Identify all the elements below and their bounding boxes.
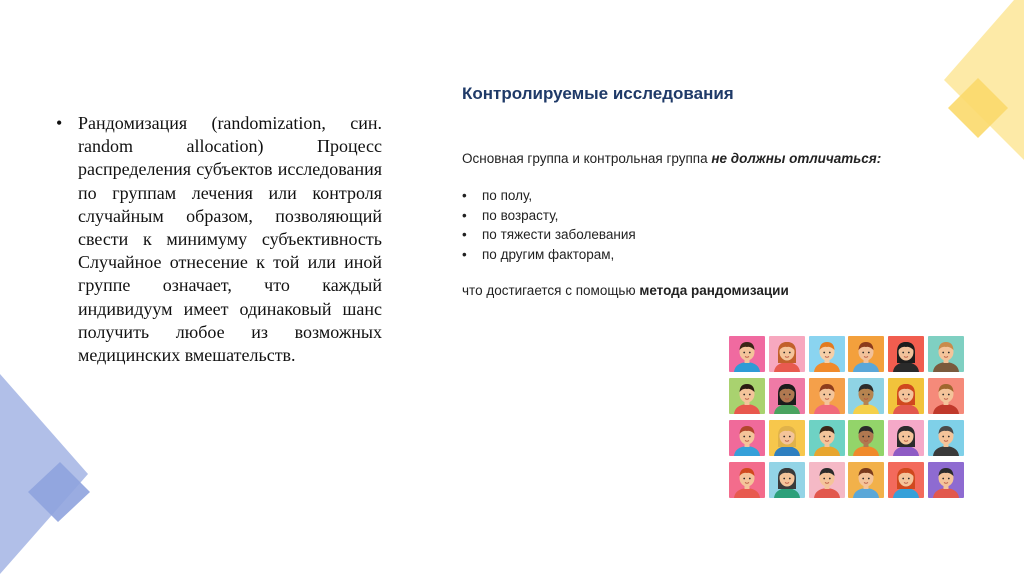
avatar-tile [729, 462, 765, 498]
avatar-tile [809, 420, 845, 456]
avatar-icon [769, 462, 805, 498]
avatar-tile [888, 420, 924, 456]
section-title: Контролируемые исследования [462, 84, 734, 103]
avatar-tile [769, 378, 805, 414]
avatar-icon [729, 420, 765, 456]
avatar-tile [769, 420, 805, 456]
avatar-tile [729, 420, 765, 456]
avatar-icon [809, 336, 845, 372]
avatar-tile [928, 420, 964, 456]
intro-prefix: Основная группа и контрольная группа [462, 151, 712, 166]
avatar-icon [809, 420, 845, 456]
avatar-tile [729, 336, 765, 372]
avatar-icon [888, 378, 924, 414]
avatar-tile [888, 336, 924, 372]
avatar-icon [888, 462, 924, 498]
avatar-tile [809, 336, 845, 372]
avatar-tile [848, 336, 884, 372]
avatar-tile [888, 462, 924, 498]
conclusion-prefix: что достигается с помощью [462, 283, 640, 298]
avatar-tile [809, 378, 845, 414]
avatar-tile [848, 378, 884, 414]
avatar-icon [848, 378, 884, 414]
avatar-tile [928, 378, 964, 414]
avatar-icon [848, 462, 884, 498]
avatar-tile [769, 336, 805, 372]
avatar-icon [809, 378, 845, 414]
criteria-list [462, 186, 636, 264]
avatar-icon [729, 336, 765, 372]
avatar-icon [769, 378, 805, 414]
list-item: • по возрасту, [462, 206, 636, 226]
avatar-icon [928, 462, 964, 498]
decor-right-diamond [934, 0, 1024, 170]
avatar-icon [729, 462, 765, 498]
avatar-tile [809, 462, 845, 498]
bullet-dot: • [462, 188, 467, 203]
avatar-tile [888, 378, 924, 414]
bullet-dot: • [462, 227, 467, 242]
avatar-icon [928, 420, 964, 456]
conclusion-sentence [462, 283, 789, 298]
avatar-tile [769, 462, 805, 498]
avatar-tile [928, 462, 964, 498]
avatar-icon [769, 336, 805, 372]
avatar-icon [809, 462, 845, 498]
avatar-icon [729, 378, 765, 414]
bullet-dot: • [462, 207, 467, 223]
intro-sentence [462, 151, 881, 166]
avatar-tile [848, 462, 884, 498]
list-item: • по другим факторам, [462, 245, 636, 265]
bullet-marker: • [56, 113, 63, 133]
avatar-icon [888, 336, 924, 372]
definition-block [56, 112, 382, 367]
list-item: • по полу, [462, 186, 636, 206]
avatar-icon [848, 336, 884, 372]
avatar-icon [928, 336, 964, 372]
avatar-tile [928, 336, 964, 372]
intro-emphasis: не должны отличаться: [711, 151, 882, 166]
avatar-tile [848, 420, 884, 456]
list-item: • по тяжести заболевания [462, 225, 636, 245]
avatar-icon [769, 420, 805, 456]
avatar-icon [888, 420, 924, 456]
avatar-icon [928, 378, 964, 414]
decor-left-diamond [0, 374, 120, 574]
avatar-icon [848, 420, 884, 456]
conclusion-bold: метода рандомизации [639, 283, 789, 298]
people-avatars-image [729, 336, 964, 499]
definition-text: Рандомизация (randomization, син. random allocation) Процесс распределения субъектов исследования по группам лечения или контроля случайным образом, позволяющий свести к минимуму субъективность Случайное отнесение к той или иной группе означает, что каждый индивидуум имеет одинаковый шанс получить любое из возможных медицинских вмешательств. [78, 113, 382, 366]
avatar-tile [729, 378, 765, 414]
bullet-dot: • [462, 246, 467, 262]
